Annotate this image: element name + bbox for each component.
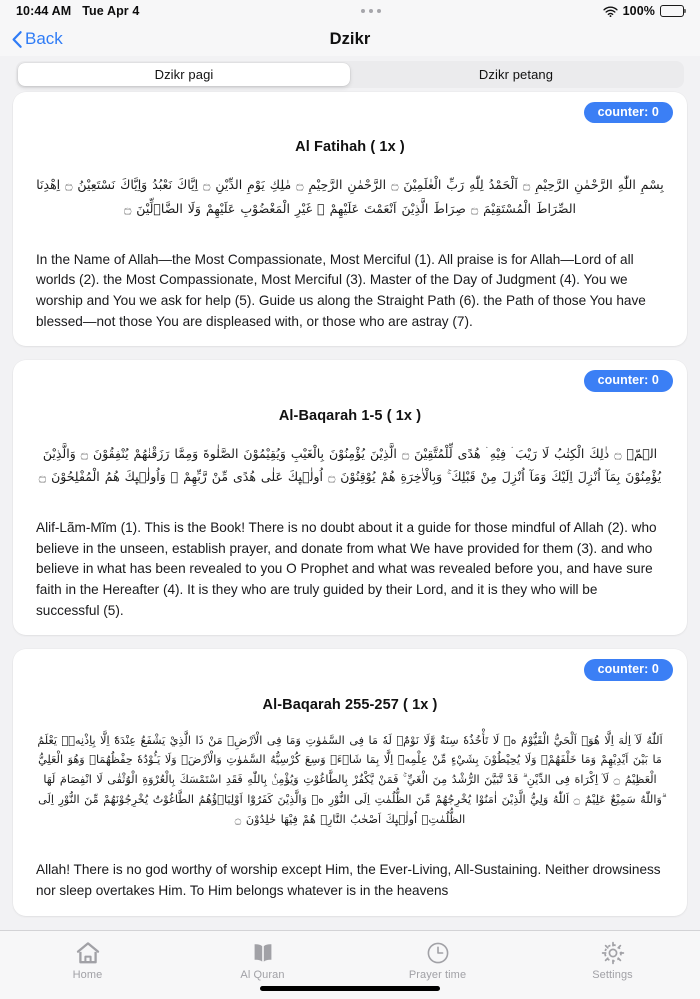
home-indicator[interactable] (260, 986, 440, 991)
dzikr-arabic-text: الۤمّۤ ۝ ذٰلِكَ الْكِتٰبُ لَا رَيْبَ ۛ فِيْهِ ۛ هُدًى لِّلْمُتَّقِيْنَ ۝ الَّذِيْنَ يُؤْمِنُوْنَ بِالْغَيْبِ وَيُقِيْمُوْنَ الصَّلٰوةَ وَمِمَّا رَزَقْنٰهُمْ يُنْفِقُوْنَ ۝ وَالَّذِيْنَ يُؤْمِنُوْنَ بِمَآ اُنْزِلَ اِلَيْكَ وَمَآ اُنْزِلَ مِنْ قَبْلِكَ ۚ وَبِالْاٰخِرَةِ هُمْ يُوْقِنُوْنَ ۝ اُولٰۤىِٕكَ عَلٰى هُدًى مِّنْ رَّبِّهِمْ ۙ وَاُولٰۤىِٕكَ هُمُ الْمُفْلِحُوْنَ ۝ (38, 445, 662, 484)
counter-row (13, 370, 687, 391)
clock-icon (425, 940, 451, 966)
chevron-left-icon (12, 31, 22, 48)
page-title: Dzikr (329, 29, 371, 48)
gear-icon (600, 940, 626, 966)
bottom-tab-bar (0, 930, 700, 999)
tab-dzikr-petang-label: Dzikr petang (478, 66, 554, 82)
counter-row (13, 102, 687, 123)
tab-home-label: Home (72, 968, 103, 981)
segmented-control-container (0, 56, 700, 92)
dzikr-card[interactable] (13, 649, 687, 915)
battery-icon (660, 5, 684, 17)
status-bar-right (603, 4, 684, 18)
back-button[interactable] (12, 29, 63, 49)
home-icon (75, 940, 101, 966)
tab-dzikr-pagi[interactable] (18, 63, 350, 86)
dzikr-title: Al-Baqarah 1-5 ( 1x ) (278, 407, 422, 424)
tab-prayer-time[interactable] (350, 940, 525, 981)
tab-al-quran[interactable] (175, 940, 350, 981)
dzikr-title: Al Fatihah ( 1x ) (295, 139, 405, 156)
dzikr-translation-text: Allah! There is no god worthy of worship except Him, the Ever-Living, All-Sustaining. Neither drowsiness nor sleep overtakes Him. To Him belongs whatever is in the heavens (36, 862, 661, 898)
tab-dzikr-petang[interactable] (350, 63, 682, 86)
status-bar-left (16, 4, 139, 18)
tab-settings-label: Settings (592, 968, 633, 981)
dzikr-card[interactable] (13, 92, 687, 346)
wifi-icon (603, 6, 618, 17)
status-date: Tue Apr 4 (82, 4, 140, 18)
tab-dzikr-pagi-label: Dzikr pagi (154, 66, 214, 82)
book-icon (250, 940, 276, 966)
dzikr-arabic-text: اَللّٰهُ لَآ اِلٰهَ اِلَّا هُوَۚ اَلْحَيُّ الْقَيُّوْمُ ەۚ لَا تَأْخُذُهٗ سِنَةٌ وَّلَا نَوْمٌۗ لَهٗ مَا فِى السَّمٰوٰتِ وَمَا فِى الْاَرْضِۗ مَنْ ذَا الَّذِيْ يَشْفَعُ عِنْدَهٗٓ اِلَّا بِاِذْنِهٖۗ يَعْلَمُ مَا بَيْنَ اَيْدِيْهِمْ وَمَا خَلْفَهُمْۚ وَلَا يُحِيْطُوْنَ بِشَيْءٍ مِّنْ عِلْمِهٖٓ اِلَّا بِمَا شَاۤءَۚ وَسِعَ كُرْسِيُّهُ السَّمٰوٰتِ وَالْاَرْضَۚ وَلَا يَـُٔوْدُهٗ حِفْظُهُمَاۚ وَهُوَ الْعَلِيُّ الْعَظِيْمُ ۝ لَآ اِكْرَاهَ فِى الدِّيْنِ ۗ قَدْ تَّبَيَّنَ الرُّشْدُ مِنَ الْغَيِّ ۚ فَمَنْ يَّكْفُرْ بِالطَّاغُوْتِ وَيُؤْمِنْۢ بِاللّٰهِ فَقَدِ اسْتَمْسَكَ بِالْعُرْوَةِ الْوُثْقٰى لَا انْفِصَامَ لَهَا ۗوَاللّٰهُ سَمِيْعٌ عَلِيْمٌ ۝ اَللّٰهُ وَلِيُّ الَّذِيْنَ اٰمَنُوْا يُخْرِجُهُمْ مِّنَ الظُّلُمٰتِ اِلَى النُّوْرِ ەۗ وَالَّذِيْنَ كَفَرُوْٓا اَوْلِيَاۤؤُهُمُ الطَّاغُوْتُ يُخْرِجُوْنَهُمْ مِّنَ النُّوْرِ اِلَى الظُّلُمٰتِۗ اُولٰۤىِٕكَ اَصْحٰبُ النَّارِۚ هُمْ فِيْهَا خٰلِدُوْنَ ۝ (37, 733, 663, 827)
tab-home[interactable] (0, 940, 175, 981)
counter-badge[interactable]: counter: 0 (584, 659, 673, 680)
dzikr-translation-text: In the Name of Allah—the Most Compassionate, Most Merciful (1). All praise is for Allah—Lord of all worlds (2). the Most Compassionate, Most Merciful (3). Master of the Day of Judgment (4). You we worship and You we ask for help (5). Guide us along the Straight Path (6). the Path of those You have blessed—not those You are displeased with, or those who are astray (7). (36, 251, 646, 329)
counter-badge[interactable]: counter: 0 (584, 370, 673, 391)
battery-percent-label: 100% (622, 4, 655, 18)
dzikr-title: Al-Baqarah 255-257 ( 1x ) (262, 696, 438, 713)
dzikr-arabic-text: بِسْمِ اللّٰهِ الرَّحْمٰنِ الرَّحِيْمِ ۝ اَلْحَمْدُ لِلّٰهِ رَبِّ الْعٰلَمِيْنَ ۝ الرَّحْمٰنِ الرَّحِيْمِ ۝ مٰلِكِ يَوْمِ الدِّيْنِ ۝ اِيَّاكَ نَعْبُدُ وَاِيَّاكَ نَسْتَعِيْنُ ۝ اِهْدِنَا الصِّرَاطَ الْمُسْتَقِيْمَ ۝ صِرَاطَ الَّذِيْنَ اَنْعَمْتَ عَلَيْهِمْ ۙ غَيْرِ الْمَغْضُوْبِ عَلَيْهِمْ وَلَا الضَّاۤلِّيْنَ ۝ (36, 177, 664, 216)
counter-badge[interactable]: counter: 0 (584, 102, 673, 123)
counter-row (13, 659, 687, 680)
status-time: 10:44 AM (16, 4, 72, 18)
tab-prayer-time-label: Prayer time (408, 968, 467, 981)
tab-al-quran-label: Al Quran (240, 968, 285, 981)
dzikr-list[interactable] (0, 92, 700, 930)
dzikr-card[interactable] (13, 360, 687, 635)
dzikr-translation-text: Alif-Lãm-Mĩm (1). This is the Book! There is no doubt about it a guide for those mindful of Allah (2). who believe in the unseen, establish prayer, and donate from what We have provided for them (3). and who believe in what has been revealed to you O Prophet and what was revealed before you, and have sure faith in the Hereafter (4). It is they who are truly guided by their Lord, and it is they who will be successful (5). (36, 519, 657, 618)
back-button-label: Back (25, 29, 63, 48)
navigation-bar (0, 22, 700, 56)
ellipsis-icon (139, 9, 602, 13)
segmented-control[interactable] (16, 61, 684, 88)
status-bar (0, 0, 700, 22)
tab-settings[interactable] (525, 940, 700, 981)
